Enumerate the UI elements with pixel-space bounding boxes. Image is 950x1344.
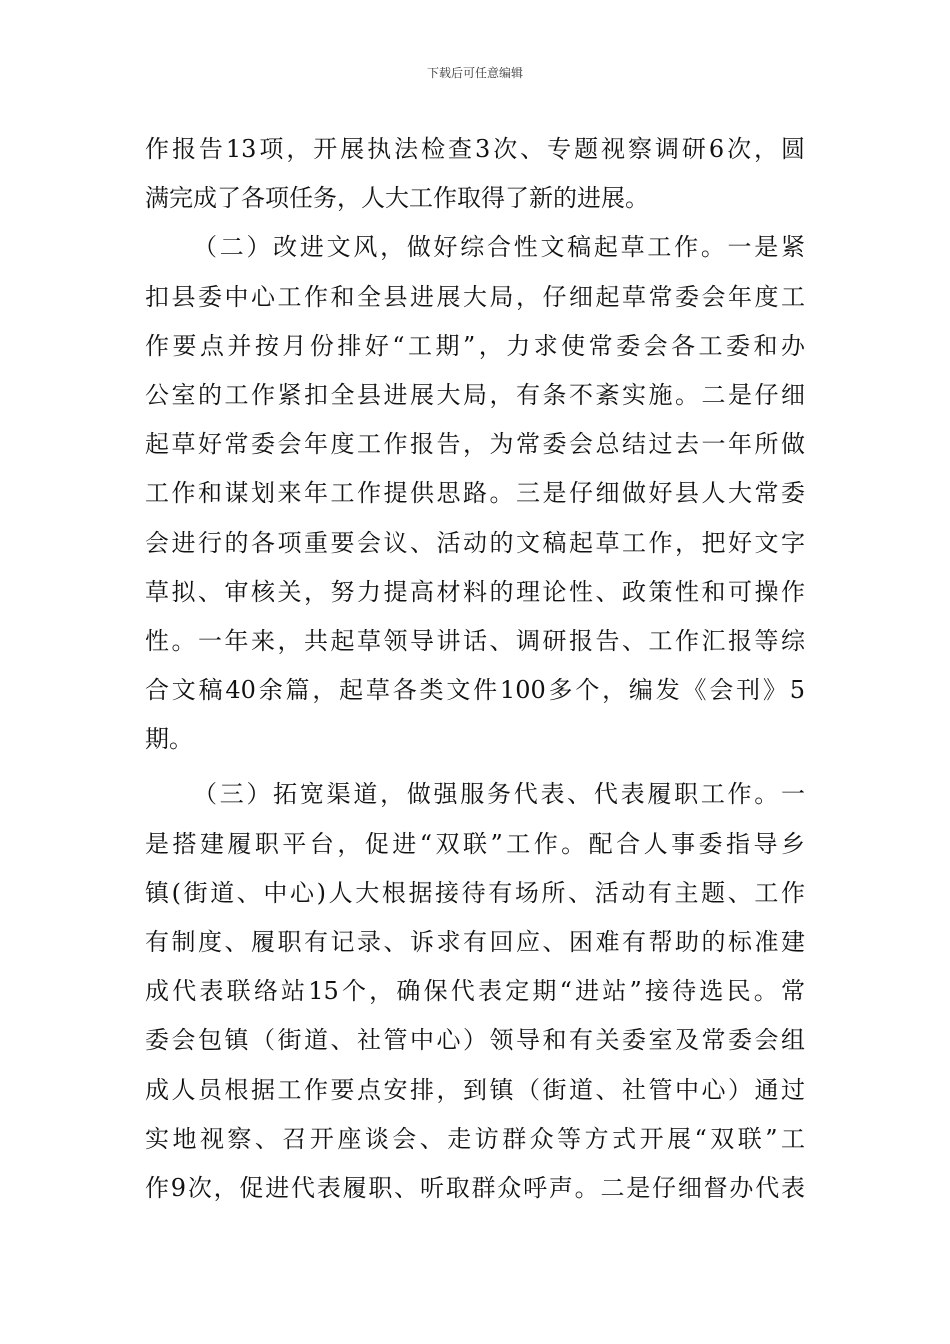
text-line: 会进行的各项重要会议、活动的文稿起草工作，把好文字 xyxy=(145,528,805,557)
text-line: 期。 xyxy=(145,725,193,754)
text-line: 合文稿40余篇，起草各类文件100多个，编发《会刊》5 xyxy=(145,676,805,705)
page-header: 下载后可任意编辑 xyxy=(426,66,523,80)
text-line: 有制度、履职有记录、诉求有回应、困难有帮助的标准建 xyxy=(145,928,805,956)
text-line: 委会包镇（街道、社管中心）领导和有关委室及常委会组 xyxy=(145,1026,805,1055)
text-line: 性。一年来，共起草领导讲话、调研报告、工作汇报等综 xyxy=(145,626,805,655)
text-line: 工作和谋划来年工作提供思路。三是仔细做好县人大常委 xyxy=(145,479,805,508)
paragraph-2 xyxy=(145,223,805,764)
text-line: 作报告13项，开展执法检查3次、专题视察调研6次，圆 xyxy=(145,135,805,163)
text-line: 公室的工作紧扣全县进展大局，有条不紊实施。二是仔细 xyxy=(145,380,805,409)
text-line: 镇(街道、中心)人大根据接待有场所、活动有主题、工作 xyxy=(145,878,805,907)
paragraph-3 xyxy=(145,770,805,1213)
text-line: （三）拓宽渠道，做强服务代表、代表履职工作。一 xyxy=(193,780,805,809)
text-line: 扣县委中心工作和全县进展大局，仔细起草常委会年度工 xyxy=(145,282,805,311)
document-body xyxy=(145,125,805,1213)
text-line: 起草好常委会年度工作报告，为常委会总结过去一年所做 xyxy=(145,430,805,459)
text-line: 实地视察、召开座谈会、走访群众等方式开展“双联”工 xyxy=(145,1124,805,1153)
text-line: 是搭建履职平台，促进“双联”工作。配合人事委指导乡 xyxy=(145,829,805,858)
text-line: 草拟、审核关，努力提高材料的理论性、政策性和可操作 xyxy=(145,577,805,606)
text-line: 成人员根据工作要点安排，到镇（街道、社管中心）通过 xyxy=(145,1075,805,1104)
text-line: （二）改进文风，做好综合性文稿起草工作。一是紧 xyxy=(193,233,805,262)
text-line: 作要点并按月份排好“工期”，力求使常委会各工委和办 xyxy=(145,331,805,360)
text-line: 满完成了各项任务，人大工作取得了新的进展。 xyxy=(145,184,649,213)
text-line: 作9次，促进代表履职、听取群众呼声。二是仔细督办代表 xyxy=(145,1173,805,1202)
text-line: 成代表联络站15个，确保代表定期“进站”接待选民。常 xyxy=(145,977,805,1006)
paragraph-1 xyxy=(145,125,805,223)
